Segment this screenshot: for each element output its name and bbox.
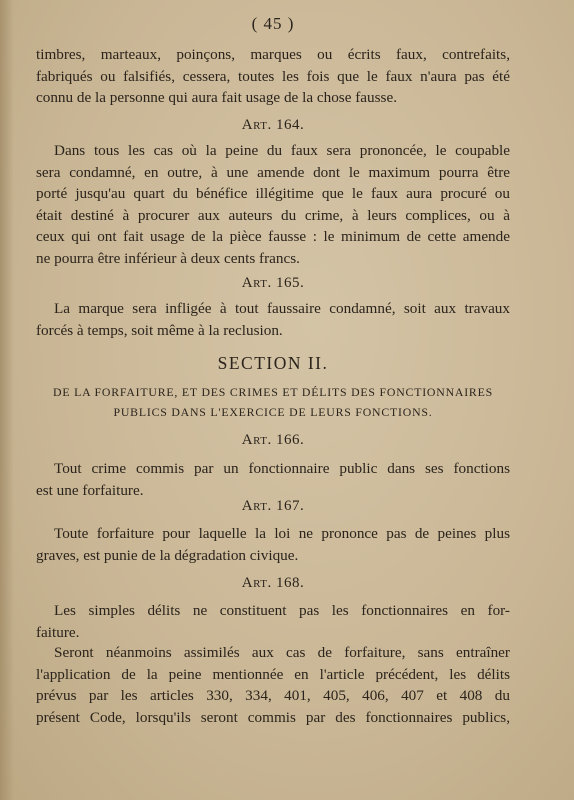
- paragraph-intro: [36, 44, 510, 109]
- section-heading: [36, 382, 510, 422]
- text-line: porté jusqu'au quart du bénéfice illégitime que le faux aura procuré ou: [36, 185, 510, 202]
- text-line: ne pourra être inférieur à deux cents francs.: [36, 249, 300, 267]
- text-line: prévus par les articles 330, 334, 401, 405, 406, 407 et 408 du: [36, 687, 510, 704]
- text-line: La marque sera infligée à tout faussaire condamné, soit aux travaux: [54, 300, 510, 317]
- paragraph-art-166: [36, 458, 510, 501]
- paragraph-art-165: [36, 298, 510, 341]
- text-line: timbres, marteaux, poinçons, marques ou écrits faux, contrefaits,: [36, 46, 510, 63]
- text-line: Dans tous les cas où la peine du faux sera prononcée, le coupable: [54, 142, 510, 159]
- paragraph-art-164: [36, 140, 510, 269]
- text-line: faiture.: [36, 623, 80, 641]
- text-line: était destiné à procurer aux auteurs du crime, à leurs complices, ou à: [36, 206, 510, 224]
- paragraph-art-168-a: [36, 600, 510, 643]
- section-title: SECTION II.: [217, 353, 329, 373]
- text-line: sera condamné, en outre, à une amende dont le maximum pourra être: [36, 163, 510, 181]
- text-line: ceux qui ont fait usage de la pièce fausse : le minimum de cette amende: [36, 228, 510, 245]
- article-168-heading: Art. 168.: [241, 575, 305, 591]
- text-line: Seront néanmoins assimilés aux cas de forfaiture, sans entraîner: [54, 644, 510, 661]
- page-gutter-shadow: [0, 0, 14, 800]
- article-166-heading: Art. 166.: [241, 432, 305, 448]
- page-number: ( 45 ): [251, 14, 295, 33]
- section-heading-line: PUBLICS DANS L'EXERCICE DE LEURS FONCTIONS.: [113, 405, 433, 419]
- article-164-heading: Art. 164.: [241, 117, 305, 133]
- text-line: est une forfaiture.: [36, 481, 144, 499]
- text-line: graves, est punie de la dégradation civique.: [36, 546, 299, 564]
- text-line: forcés à temps, soit même à la reclusion.: [36, 321, 283, 339]
- text-line: Les simples délits ne constituent pas les fonctionnaires en for-: [54, 602, 510, 619]
- paragraph-art-168-b: [36, 642, 510, 728]
- text-line: connu de la personne qui aura fait usage de la chose fausse.: [36, 89, 397, 106]
- text-line: l'application de la peine mentionnée en l'article précédent, les délits: [36, 665, 510, 683]
- section-heading-line: DE LA FORFAITURE, ET DES CRIMES ET DÉLITS DES FONCTIONNAIRES: [53, 385, 493, 399]
- text-line: fabriqués ou falsifiés, cessera, toutes les fois que le faux n'aura pas été: [36, 67, 510, 85]
- text-line: présent Code, lorsqu'ils seront commis par des fonctionnaires publics,: [36, 708, 510, 726]
- paragraph-art-167: [36, 523, 510, 566]
- article-165-heading: Art. 165.: [241, 275, 305, 291]
- text-line: Tout crime commis par un fonctionnaire public dans ses fonctions: [54, 460, 510, 477]
- article-167-heading: Art. 167.: [241, 498, 305, 514]
- text-line: Toute forfaiture pour laquelle la loi ne prononce pas de peines plus: [54, 525, 510, 542]
